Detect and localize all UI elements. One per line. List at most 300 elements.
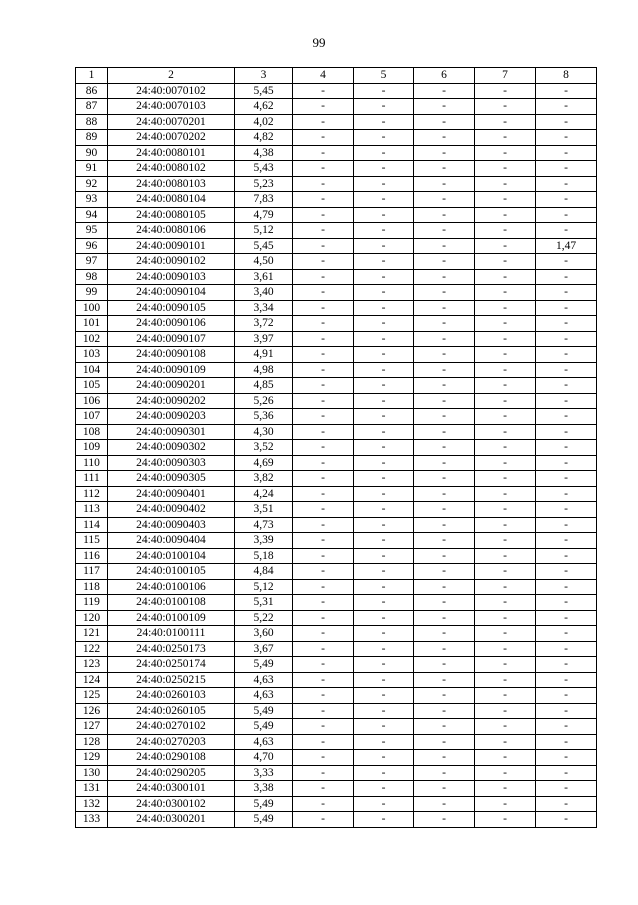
table-cell: 4,69 bbox=[235, 455, 293, 471]
table-row bbox=[76, 502, 597, 518]
table-cell: - bbox=[354, 796, 414, 812]
table-row bbox=[76, 114, 597, 130]
table-cell: - bbox=[536, 192, 597, 208]
table-cell: - bbox=[475, 765, 536, 781]
table-row bbox=[76, 83, 597, 99]
table-cell: 4,63 bbox=[235, 688, 293, 704]
table-cell: 4,82 bbox=[235, 130, 293, 146]
table-row bbox=[76, 99, 597, 115]
table-cell: - bbox=[354, 316, 414, 332]
table-cell: - bbox=[414, 719, 475, 735]
table-cell: - bbox=[354, 672, 414, 688]
table-cell: 4,85 bbox=[235, 378, 293, 394]
table-row bbox=[76, 564, 597, 580]
table-cell: - bbox=[354, 409, 414, 425]
table-cell: - bbox=[414, 471, 475, 487]
table-cell: 128 bbox=[76, 734, 108, 750]
table-row bbox=[76, 316, 597, 332]
header-cell: 2 bbox=[108, 68, 235, 84]
table-cell: - bbox=[354, 610, 414, 626]
table-cell: - bbox=[293, 424, 354, 440]
table-cell: 24:40:0090404 bbox=[108, 533, 235, 549]
table-cell: 90 bbox=[76, 145, 108, 161]
table-cell: - bbox=[354, 145, 414, 161]
table-cell: - bbox=[293, 269, 354, 285]
table-cell: 24:40:0100104 bbox=[108, 548, 235, 564]
table-cell: - bbox=[475, 83, 536, 99]
table-cell: - bbox=[475, 719, 536, 735]
table-cell: 123 bbox=[76, 657, 108, 673]
table-cell: - bbox=[414, 657, 475, 673]
table-cell: - bbox=[414, 269, 475, 285]
table-cell: 3,97 bbox=[235, 331, 293, 347]
table-cell: - bbox=[414, 579, 475, 595]
table-cell: 3,34 bbox=[235, 300, 293, 316]
table-cell: - bbox=[536, 595, 597, 611]
table-cell: 5,45 bbox=[235, 83, 293, 99]
table-cell: 5,23 bbox=[235, 176, 293, 192]
table-cell: 24:40:0080104 bbox=[108, 192, 235, 208]
table-cell: - bbox=[293, 765, 354, 781]
table-cell: 3,72 bbox=[235, 316, 293, 332]
table-row bbox=[76, 424, 597, 440]
table-cell: 129 bbox=[76, 750, 108, 766]
table-cell: - bbox=[414, 672, 475, 688]
table-cell: - bbox=[414, 223, 475, 239]
table-cell: - bbox=[293, 641, 354, 657]
table-row bbox=[76, 440, 597, 456]
table-cell: - bbox=[414, 409, 475, 425]
table-cell: - bbox=[475, 672, 536, 688]
table-cell: - bbox=[293, 440, 354, 456]
table-cell: - bbox=[354, 393, 414, 409]
table-row bbox=[76, 254, 597, 270]
table-cell: - bbox=[536, 393, 597, 409]
table-cell: - bbox=[293, 254, 354, 270]
table-cell: - bbox=[293, 750, 354, 766]
table-cell: 24:40:0090402 bbox=[108, 502, 235, 518]
table-cell: - bbox=[475, 269, 536, 285]
table-cell: 130 bbox=[76, 765, 108, 781]
table-cell: - bbox=[475, 238, 536, 254]
table-row bbox=[76, 269, 597, 285]
table-cell: - bbox=[414, 176, 475, 192]
table-cell: - bbox=[354, 703, 414, 719]
table-cell: 24:40:0090105 bbox=[108, 300, 235, 316]
table-cell: 87 bbox=[76, 99, 108, 115]
table-cell: - bbox=[536, 114, 597, 130]
table-cell: - bbox=[414, 114, 475, 130]
table-cell: 5,18 bbox=[235, 548, 293, 564]
table-cell: 121 bbox=[76, 626, 108, 642]
table-cell: - bbox=[354, 502, 414, 518]
table-cell: 24:40:0300102 bbox=[108, 796, 235, 812]
header-cell: 8 bbox=[536, 68, 597, 84]
table-cell: - bbox=[536, 362, 597, 378]
table-cell: - bbox=[414, 316, 475, 332]
table-cell: - bbox=[536, 130, 597, 146]
table-cell: - bbox=[475, 440, 536, 456]
table-cell: - bbox=[354, 83, 414, 99]
table-cell: - bbox=[475, 564, 536, 580]
table-row bbox=[76, 812, 597, 828]
table-cell: - bbox=[293, 316, 354, 332]
table-cell: - bbox=[536, 812, 597, 828]
table-cell: - bbox=[293, 579, 354, 595]
table-cell: - bbox=[475, 486, 536, 502]
table-cell: - bbox=[354, 626, 414, 642]
table-cell: - bbox=[536, 796, 597, 812]
table-cell: 110 bbox=[76, 455, 108, 471]
table-cell: 24:40:0090102 bbox=[108, 254, 235, 270]
table-cell: 24:40:0100111 bbox=[108, 626, 235, 642]
table-cell: - bbox=[475, 114, 536, 130]
table-cell: 119 bbox=[76, 595, 108, 611]
table-row bbox=[76, 781, 597, 797]
table-cell: - bbox=[293, 192, 354, 208]
table-cell: 114 bbox=[76, 517, 108, 533]
table-cell: - bbox=[293, 796, 354, 812]
table-cell: 24:40:0070102 bbox=[108, 83, 235, 99]
table-cell: - bbox=[293, 517, 354, 533]
table-row bbox=[76, 238, 597, 254]
table-cell: - bbox=[536, 316, 597, 332]
table-cell: 99 bbox=[76, 285, 108, 301]
table-cell: - bbox=[354, 331, 414, 347]
table-row bbox=[76, 641, 597, 657]
table-cell: 24:40:0080102 bbox=[108, 161, 235, 177]
table-cell: 5,26 bbox=[235, 393, 293, 409]
table-row bbox=[76, 455, 597, 471]
table-cell: 94 bbox=[76, 207, 108, 223]
table-cell: 126 bbox=[76, 703, 108, 719]
table-cell: 89 bbox=[76, 130, 108, 146]
table-cell: - bbox=[414, 83, 475, 99]
table-cell: 4,50 bbox=[235, 254, 293, 270]
table-cell: - bbox=[293, 502, 354, 518]
table-cell: 5,49 bbox=[235, 703, 293, 719]
table-cell: - bbox=[354, 564, 414, 580]
table-cell: - bbox=[536, 641, 597, 657]
table-cell: 24:40:0070201 bbox=[108, 114, 235, 130]
table-row bbox=[76, 145, 597, 161]
table-cell: - bbox=[354, 486, 414, 502]
table-cell: - bbox=[536, 207, 597, 223]
table-cell: - bbox=[414, 688, 475, 704]
table-cell: 101 bbox=[76, 316, 108, 332]
table-cell: 4,73 bbox=[235, 517, 293, 533]
table-cell: - bbox=[536, 657, 597, 673]
table-cell: - bbox=[354, 657, 414, 673]
table-cell: - bbox=[354, 192, 414, 208]
table-cell: - bbox=[293, 471, 354, 487]
table-cell: 5,36 bbox=[235, 409, 293, 425]
table-cell: - bbox=[354, 176, 414, 192]
table-cell: 24:40:0090401 bbox=[108, 486, 235, 502]
table-cell: - bbox=[414, 378, 475, 394]
table-cell: - bbox=[354, 688, 414, 704]
table-cell: - bbox=[536, 765, 597, 781]
table-cell: - bbox=[475, 176, 536, 192]
table-cell: - bbox=[414, 455, 475, 471]
table-cell: - bbox=[414, 517, 475, 533]
table-cell: - bbox=[475, 316, 536, 332]
table-cell: - bbox=[293, 455, 354, 471]
table-row bbox=[76, 393, 597, 409]
table-cell: - bbox=[414, 347, 475, 363]
table-cell: - bbox=[414, 610, 475, 626]
table-cell: 24:40:0090103 bbox=[108, 269, 235, 285]
table-cell: - bbox=[475, 703, 536, 719]
table-cell: - bbox=[293, 238, 354, 254]
table-cell: - bbox=[536, 161, 597, 177]
table-cell: 24:40:0250173 bbox=[108, 641, 235, 657]
table-cell: 3,38 bbox=[235, 781, 293, 797]
table-cell: - bbox=[354, 285, 414, 301]
table-cell: - bbox=[475, 471, 536, 487]
table-cell: - bbox=[293, 672, 354, 688]
table-row bbox=[76, 796, 597, 812]
table-cell: 96 bbox=[76, 238, 108, 254]
table-cell: - bbox=[293, 595, 354, 611]
table-cell: 24:40:0100109 bbox=[108, 610, 235, 626]
table-cell: - bbox=[475, 424, 536, 440]
table-cell: 118 bbox=[76, 579, 108, 595]
table-cell: - bbox=[293, 626, 354, 642]
table-cell: 131 bbox=[76, 781, 108, 797]
table-cell: - bbox=[414, 300, 475, 316]
table-cell: 3,52 bbox=[235, 440, 293, 456]
table-cell: - bbox=[536, 378, 597, 394]
table-row bbox=[76, 130, 597, 146]
table-row bbox=[76, 672, 597, 688]
table-cell: - bbox=[536, 285, 597, 301]
table-cell: - bbox=[293, 161, 354, 177]
table-cell: 4,63 bbox=[235, 734, 293, 750]
table-cell: 1,47 bbox=[536, 238, 597, 254]
table-cell: - bbox=[293, 331, 354, 347]
table-cell: - bbox=[414, 161, 475, 177]
table-cell: 24:40:0080101 bbox=[108, 145, 235, 161]
table-row bbox=[76, 176, 597, 192]
table-cell: - bbox=[293, 548, 354, 564]
table-cell: 133 bbox=[76, 812, 108, 828]
table-cell: - bbox=[536, 455, 597, 471]
table-cell: - bbox=[354, 207, 414, 223]
table-cell: - bbox=[475, 393, 536, 409]
table-cell: 115 bbox=[76, 533, 108, 549]
table-cell: 5,49 bbox=[235, 812, 293, 828]
table-cell: - bbox=[414, 812, 475, 828]
table-row bbox=[76, 347, 597, 363]
table-row bbox=[76, 161, 597, 177]
table-cell: - bbox=[354, 440, 414, 456]
table-cell: - bbox=[414, 238, 475, 254]
table-cell: - bbox=[536, 409, 597, 425]
table-row bbox=[76, 409, 597, 425]
table-cell: 24:40:0090108 bbox=[108, 347, 235, 363]
table-cell: - bbox=[536, 688, 597, 704]
table-cell: 102 bbox=[76, 331, 108, 347]
table-cell: - bbox=[414, 595, 475, 611]
table-cell: 24:40:0090107 bbox=[108, 331, 235, 347]
table-cell: - bbox=[475, 455, 536, 471]
table-cell: 24:40:0080103 bbox=[108, 176, 235, 192]
table-cell: 113 bbox=[76, 502, 108, 518]
table-cell: - bbox=[293, 378, 354, 394]
table-cell: 5,31 bbox=[235, 595, 293, 611]
table-cell: - bbox=[475, 409, 536, 425]
table-cell: - bbox=[536, 502, 597, 518]
table-cell: - bbox=[354, 223, 414, 239]
table-cell: - bbox=[414, 564, 475, 580]
table-cell: 24:40:0090106 bbox=[108, 316, 235, 332]
table-cell: 5,49 bbox=[235, 796, 293, 812]
table-cell: - bbox=[293, 145, 354, 161]
table-cell: 4,62 bbox=[235, 99, 293, 115]
table-cell: - bbox=[354, 734, 414, 750]
table-cell: - bbox=[414, 796, 475, 812]
table-cell: - bbox=[293, 688, 354, 704]
table-cell: 24:40:0260103 bbox=[108, 688, 235, 704]
table-cell: 4,91 bbox=[235, 347, 293, 363]
table-row bbox=[76, 703, 597, 719]
table-row bbox=[76, 285, 597, 301]
table-row bbox=[76, 331, 597, 347]
table-cell: - bbox=[293, 393, 354, 409]
table-cell: - bbox=[536, 223, 597, 239]
table-cell: - bbox=[414, 393, 475, 409]
table-cell: - bbox=[536, 347, 597, 363]
table-cell: - bbox=[475, 331, 536, 347]
table-cell: 117 bbox=[76, 564, 108, 580]
table-cell: - bbox=[536, 672, 597, 688]
table-cell: - bbox=[475, 626, 536, 642]
table-cell: 4,79 bbox=[235, 207, 293, 223]
table-cell: - bbox=[475, 378, 536, 394]
table-row bbox=[76, 657, 597, 673]
table-cell: - bbox=[414, 502, 475, 518]
table-row bbox=[76, 595, 597, 611]
table-row bbox=[76, 579, 597, 595]
table-cell: 24:40:0290108 bbox=[108, 750, 235, 766]
table-cell: - bbox=[536, 331, 597, 347]
table-row bbox=[76, 207, 597, 223]
table-cell: 5,45 bbox=[235, 238, 293, 254]
table-cell: - bbox=[475, 130, 536, 146]
table-cell: 24:40:0090201 bbox=[108, 378, 235, 394]
table-row bbox=[76, 533, 597, 549]
table-cell: - bbox=[536, 548, 597, 564]
table-cell: 4,98 bbox=[235, 362, 293, 378]
table-cell: 106 bbox=[76, 393, 108, 409]
table-cell: - bbox=[475, 796, 536, 812]
table-row bbox=[76, 192, 597, 208]
table-cell: - bbox=[536, 424, 597, 440]
table-cell: - bbox=[414, 781, 475, 797]
table-cell: - bbox=[475, 207, 536, 223]
table-row bbox=[76, 486, 597, 502]
table-cell: - bbox=[475, 657, 536, 673]
table-cell: - bbox=[354, 362, 414, 378]
table-cell: 5,12 bbox=[235, 223, 293, 239]
table-cell: 4,24 bbox=[235, 486, 293, 502]
table-cell: - bbox=[475, 750, 536, 766]
table-cell: - bbox=[414, 765, 475, 781]
table-cell: - bbox=[414, 440, 475, 456]
table-cell: 5,49 bbox=[235, 719, 293, 735]
header-cell: 1 bbox=[76, 68, 108, 84]
table-cell: - bbox=[536, 145, 597, 161]
table-cell: - bbox=[475, 254, 536, 270]
table-cell: 3,60 bbox=[235, 626, 293, 642]
table-cell: - bbox=[414, 548, 475, 564]
table-cell: 103 bbox=[76, 347, 108, 363]
table-cell: 24:40:0290205 bbox=[108, 765, 235, 781]
table-cell: - bbox=[293, 703, 354, 719]
table-cell: 98 bbox=[76, 269, 108, 285]
table-cell: - bbox=[414, 99, 475, 115]
table-cell: 91 bbox=[76, 161, 108, 177]
table-row bbox=[76, 300, 597, 316]
table-cell: 5,43 bbox=[235, 161, 293, 177]
header-cell: 5 bbox=[354, 68, 414, 84]
header-cell: 7 bbox=[475, 68, 536, 84]
table-cell: 24:40:0090403 bbox=[108, 517, 235, 533]
table-row bbox=[76, 719, 597, 735]
table-cell: - bbox=[475, 99, 536, 115]
table-cell: 122 bbox=[76, 641, 108, 657]
table-cell: - bbox=[293, 285, 354, 301]
table-row bbox=[76, 734, 597, 750]
table-cell: 104 bbox=[76, 362, 108, 378]
table-cell: - bbox=[293, 83, 354, 99]
table-cell: - bbox=[354, 765, 414, 781]
table-cell: 24:40:0300201 bbox=[108, 812, 235, 828]
table-cell: - bbox=[536, 300, 597, 316]
table-row bbox=[76, 471, 597, 487]
table-cell: - bbox=[536, 781, 597, 797]
table-cell: - bbox=[536, 440, 597, 456]
table-cell: 5,49 bbox=[235, 657, 293, 673]
table-cell: - bbox=[354, 424, 414, 440]
table-cell: - bbox=[293, 734, 354, 750]
table-row bbox=[76, 223, 597, 239]
table-row bbox=[76, 378, 597, 394]
table-cell: - bbox=[475, 161, 536, 177]
table-cell: 24:40:0070202 bbox=[108, 130, 235, 146]
table-cell: - bbox=[475, 688, 536, 704]
table-cell: - bbox=[354, 595, 414, 611]
table-cell: 24:40:0250174 bbox=[108, 657, 235, 673]
table-cell: 107 bbox=[76, 409, 108, 425]
table-cell: 125 bbox=[76, 688, 108, 704]
table-cell: - bbox=[414, 331, 475, 347]
table-cell: - bbox=[475, 192, 536, 208]
table-cell: - bbox=[536, 471, 597, 487]
table-cell: - bbox=[536, 83, 597, 99]
table-cell: - bbox=[536, 99, 597, 115]
table-cell: 3,39 bbox=[235, 533, 293, 549]
table-cell: 5,12 bbox=[235, 579, 293, 595]
table-cell: 24:40:0090301 bbox=[108, 424, 235, 440]
table-cell: 24:40:0260105 bbox=[108, 703, 235, 719]
table-cell: 24:40:0090302 bbox=[108, 440, 235, 456]
table-cell: 24:40:0090101 bbox=[108, 238, 235, 254]
table-cell: - bbox=[354, 378, 414, 394]
table-cell: 132 bbox=[76, 796, 108, 812]
table-cell: 112 bbox=[76, 486, 108, 502]
